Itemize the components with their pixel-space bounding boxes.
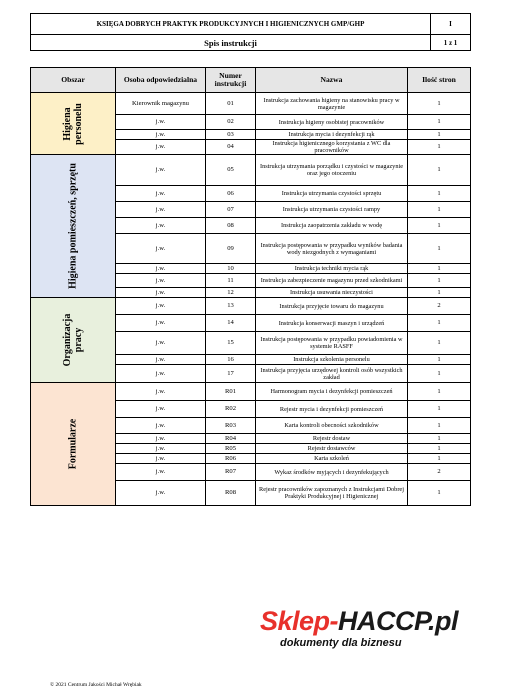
cell-osoba: j.w. [116,464,206,481]
group-label: Formularze [67,418,79,470]
cell-nazwa: Instrukcja techniki mycia rąk [256,264,408,274]
group-label: Higiena personelu [62,102,84,145]
cell-nazwa: Instrukcja higieny osobistej pracowników [256,115,408,130]
cell-osoba: j.w. [116,365,206,383]
cell-numer: R08 [206,481,256,506]
cell-numer: R06 [206,454,256,464]
cell-numer: 14 [206,315,256,332]
logo-tagline: dokumenty dla biznesu [280,637,402,649]
cell-ilosc: 1 [408,155,471,186]
group-cell [31,298,116,383]
cell-nazwa: Karta kontroli obecności szkodników [256,418,408,434]
cell-numer: 02 [206,115,256,130]
cell-numer: R04 [206,434,256,444]
cell-nazwa: Instrukcja zabezpieczenie magazynu przed szkodnikami [256,274,408,288]
cell-osoba: j.w. [116,234,206,264]
group-label: Higiena pomieszczeń, sprzętu [67,163,79,289]
cell-osoba: j.w. [116,355,206,365]
cell-numer: 06 [206,186,256,202]
cell-numer: 16 [206,355,256,365]
cell-ilosc: 1 [408,444,471,454]
cell-nazwa: Instrukcja usuwania nieczystości [256,288,408,298]
cell-osoba: j.w. [116,288,206,298]
cell-nazwa: Instrukcja utrzymania porządku i czystości w magazynie oraz jego otoczeniu [256,155,408,186]
group-cell [31,383,116,506]
cell-numer: R07 [206,464,256,481]
cell-nazwa: Instrukcja zachowania higieny na stanowisku pracy w magazynie [256,93,408,115]
cell-osoba: j.w. [116,264,206,274]
cell-ilosc: 1 [408,365,471,383]
column-header-nazwa: Nazwa [256,68,408,93]
cell-ilosc: 1 [408,288,471,298]
logo-part-sklep: Sklep- [260,606,339,636]
cell-nazwa: Harmonogram mycia i dezynfekcji pomieszczeń [256,383,408,401]
cell-ilosc: 1 [408,140,471,155]
cell-osoba: j.w. [116,140,206,155]
cell-osoba: j.w. [116,115,206,130]
cell-numer: 09 [206,234,256,264]
cell-osoba: j.w. [116,274,206,288]
cell-osoba: j.w. [116,186,206,202]
cell-ilosc: 2 [408,464,471,481]
cell-osoba: j.w. [116,454,206,464]
instructions-table [30,67,471,506]
cell-numer: 12 [206,288,256,298]
cell-numer: R03 [206,418,256,434]
group-cell [31,93,116,155]
cell-numer: 05 [206,155,256,186]
cell-ilosc: 1 [408,218,471,234]
cell-osoba: j.w. [116,202,206,218]
cell-nazwa: Instrukcja postępowania w przypadku wyników badania wody niezgodnych z wymaganiami [256,234,408,264]
cell-nazwa: Instrukcja zaopatrzenia zakładu w wodę [256,218,408,234]
cell-nazwa: Instrukcja postępowania w przypadku powiadomienia w systemie RASFF [256,332,408,355]
group-cell [31,155,116,298]
cell-nazwa: Wykaz środków myjących i dezynfekujących [256,464,408,481]
cell-osoba: j.w. [116,444,206,454]
cell-ilosc: 1 [408,332,471,355]
cell-ilosc: 1 [408,434,471,444]
cell-ilosc: 1 [408,130,471,140]
cell-numer: 15 [206,332,256,355]
cell-ilosc: 1 [408,454,471,464]
table-body [31,93,471,506]
cell-numer: 17 [206,365,256,383]
cell-osoba: Kierownik magazynu [116,93,206,115]
cell-numer: 01 [206,93,256,115]
table-row [31,155,471,186]
cell-osoba: j.w. [116,418,206,434]
cell-nazwa: Instrukcja przyjęcia urzędowej kontroli osób wszystkich zakład [256,365,408,383]
cell-numer: R05 [206,444,256,454]
table-row [31,383,471,401]
cell-osoba: j.w. [116,401,206,418]
group-label: Organizacja pracy [62,313,84,367]
cell-numer: R01 [206,383,256,401]
footer-copyright: © 2021 Centrum Jakości Michał Wrębiak [50,682,142,688]
column-header-obszar: Obszar [31,68,116,93]
cell-nazwa: Instrukcja przyjęcie towaru do magazynu [256,298,408,315]
cell-nazwa: Rejestr mycia i dezynfekcji pomieszczeń [256,401,408,418]
cell-osoba: j.w. [116,298,206,315]
cell-nazwa: Rejestr dostawców [256,444,408,454]
cell-osoba: j.w. [116,481,206,506]
cell-numer: 10 [206,264,256,274]
brand-logo [260,606,475,666]
cell-nazwa: Instrukcja higienicznego korzystania z WC dla pracowników [256,140,408,155]
column-header-osoba: Osoba odpowiedzialna [116,68,206,93]
table-row [31,93,471,115]
cell-ilosc: 1 [408,481,471,506]
cell-nazwa: Karta szkoleń [256,454,408,464]
cell-ilosc: 1 [408,418,471,434]
document-header [30,13,471,51]
logo-wordmark [260,606,458,637]
document-subtitle: Spis instrukcji [31,35,431,51]
cell-osoba: j.w. [116,218,206,234]
cell-nazwa: Instrukcja utrzymania czystości sprzętu [256,186,408,202]
cell-ilosc: 1 [408,274,471,288]
cell-numer: 11 [206,274,256,288]
cell-numer: 07 [206,202,256,218]
cell-ilosc: 1 [408,355,471,365]
logo-part-haccp: HACCP.pl [338,606,459,636]
cell-osoba: j.w. [116,434,206,444]
cell-nazwa: Rejestr pracowników zapoznanych z Instrukcjami Dobrej Praktyki Produkcyjnej i Higienicznej [256,481,408,506]
cell-osoba: j.w. [116,383,206,401]
cell-numer: 13 [206,298,256,315]
cell-nazwa: Rejestr dostaw [256,434,408,444]
cell-numer: R02 [206,401,256,418]
column-header-ilosc: Ilość stron [408,68,471,93]
cell-nazwa: Instrukcja mycia i dezynfekcji rąk [256,130,408,140]
document-title: KSIĘGA DOBRYCH PRAKTYK PRODUKCYJNYCH I HIGIENICZNYCH GMP/GHP [31,14,431,35]
cell-ilosc: 1 [408,186,471,202]
cell-ilosc: 1 [408,315,471,332]
page-number: 1 z 1 [431,35,471,51]
cell-numer: 08 [206,218,256,234]
cell-nazwa: Instrukcja konserwacji maszyn i urządzeń [256,315,408,332]
cell-ilosc: 1 [408,202,471,218]
column-header-numer: Numer instrukcji [206,68,256,93]
cell-ilosc: 1 [408,234,471,264]
cell-ilosc: 2 [408,298,471,315]
cell-osoba: j.w. [116,130,206,140]
section-code: I [431,14,471,35]
cell-osoba: j.w. [116,155,206,186]
table-row [31,298,471,315]
cell-osoba: j.w. [116,332,206,355]
cell-ilosc: 1 [408,264,471,274]
cell-ilosc: 1 [408,93,471,115]
cell-numer: 04 [206,140,256,155]
cell-ilosc: 1 [408,115,471,130]
cell-ilosc: 1 [408,383,471,401]
cell-osoba: j.w. [116,315,206,332]
cell-ilosc: 1 [408,401,471,418]
cell-numer: 03 [206,130,256,140]
cell-nazwa: Instrukcja utrzymania czystości rampy [256,202,408,218]
cell-nazwa: Instrukcja szkolenia personelu [256,355,408,365]
